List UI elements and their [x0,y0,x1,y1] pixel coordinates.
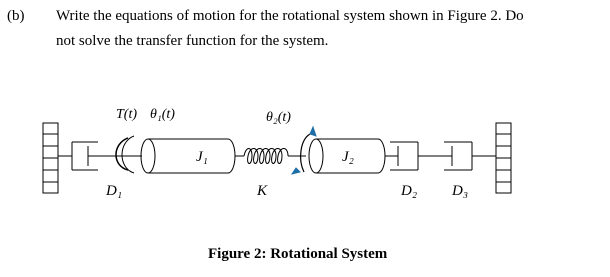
right-wall [496,123,511,193]
label-theta2: θ₂(t) [266,110,291,125]
left-wall [43,123,58,193]
damper-d2 [385,142,440,170]
label-d1: D₁ [106,183,123,199]
label-d3: D₃ [452,183,469,199]
label-j1: J₁ [196,149,208,165]
figure-caption: Figure 2: Rotational System [208,246,388,262]
question-text-line-1: Write the equations of motion for the rotational system shown in Figure 2. Do [56,8,524,24]
label-d2: D₂ [401,183,418,199]
label-theta1: θ₁(t) [150,107,175,122]
damper-d1 [58,142,110,170]
spring-k [235,149,306,164]
damper-d3 [440,142,496,170]
torque-arrow [116,136,134,173]
label-k: K [257,183,268,199]
question-text-line-2: not solve the transfer function for the system. [56,33,329,49]
question-label: (b) [7,8,25,24]
inertia-j1 [141,139,235,173]
label-j2: J₂ [342,149,354,165]
theta2-arrow [292,127,316,174]
label-torque: T(t) [116,107,137,122]
